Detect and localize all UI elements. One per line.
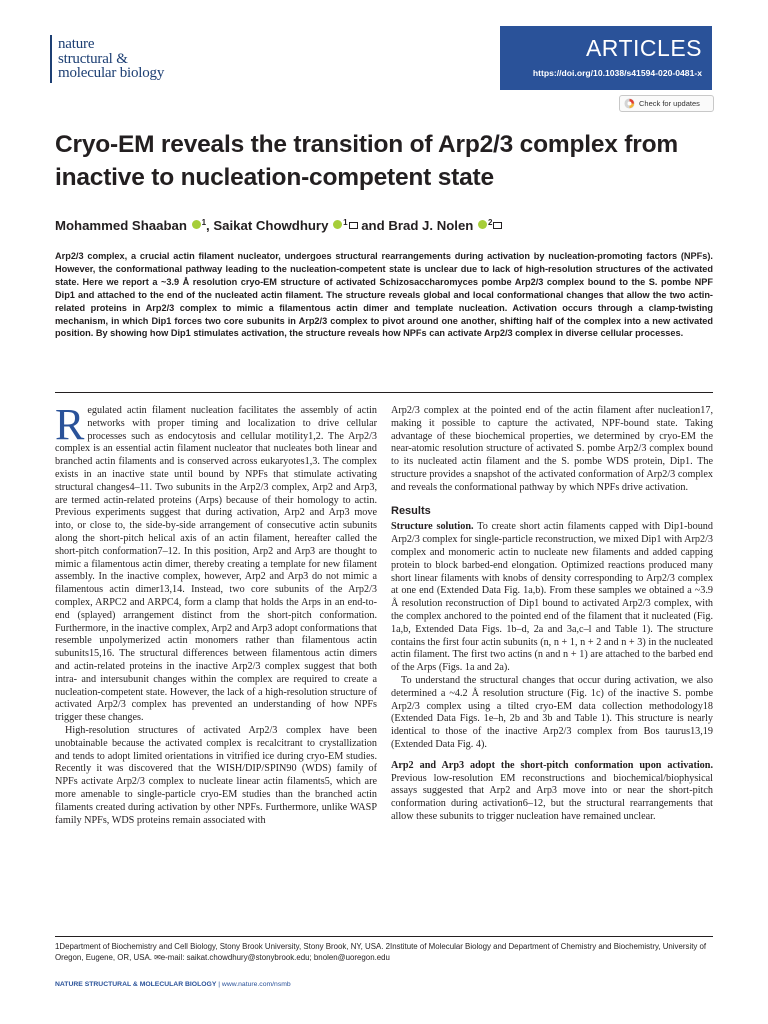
orcid-icon[interactable] (478, 220, 487, 229)
body-paragraph: High-resolution structures of activated Arp2/3 complex have been unobtainable because the activated complex is recalcitrant to crystallization and tends to adopt limited orientations in vitrified ice during cryo-EM studies. Recently it was discovered that the WISH/DIP/SPIN90 (WDS) family of NPFs activate Arp2/3 complex to nucleate linear actin filaments5, which are more amenable to single-particle cryo-EM studies than the branched actin filaments created during activation by other NPFs. Furthermore, unlike WASP family NPFs, WDS proteins remain associated with (55, 724, 377, 826)
author-list: Mohammed Shaaban $^1$, Saikat Chowdhury $^1$ and Brad J. Nolen $^2$ (55, 218, 720, 233)
body-column-right (391, 405, 713, 824)
body-paragraph: To understand the structural changes that occur during activation, we also determined a ~4.2 Å resolution structure (Fig. 1c) of the inactive S. pombe Arp2/3 complex using a tilted cryo-EM data collection methodology18 (Extended Data Figs. 1e–h, 2b and 3b and Table 1). This structure is nearly identical to those of the inactive Arp2/3 complex from Bos taurus13,19 (Extended Data Fig. 4). (391, 674, 713, 750)
check-updates-label: Check for updates (639, 99, 700, 108)
runin-heading: Arp2 and Arp3 adopt the short-pitch conformation upon activation. (391, 759, 713, 771)
journal-logo (58, 37, 218, 81)
email-icon[interactable] (349, 222, 358, 229)
author-conjunction: and (361, 218, 385, 233)
logo-line-3: molecular biology (58, 65, 165, 81)
short-pitch-paragraph (391, 760, 713, 824)
logo-line-2: structural & (58, 50, 128, 67)
footer-site-link[interactable]: www.nature.com/nsmb (221, 981, 291, 988)
author-name[interactable]: Saikat Chowdhury (213, 218, 329, 233)
body-column-left (55, 400, 377, 827)
author-name[interactable]: Brad J. Nolen (388, 218, 474, 233)
affiliations-footnote: 1Department of Biochemistry and Cell Biology, Stony Brook University, Stony Brook, NY, USA. 2Institute of Molecular Biology and Department of Chemistry and Biochemistry, University of Oregon, Eugene, OR, USA. ✉e-mail: saikat.chowdhury@stonybrook.edu; bnolen@uoregon.edu (55, 942, 707, 962)
affiliation-sup: 1 (201, 218, 207, 227)
paragraph-text: To create short actin filaments capped with Dip1-bound Arp2/3 complex for single-particle reconstruction, we mixed Dip1 with Arp2/3 complex and monomeric actin to nucleate new filaments and added capping protein to block barbed-end elongation. Optimized reactions produced many short linear filaments with knobs of density corresponding to Arp2/3 complex at one end (Extended Data Fig. 1a,b). From these samples we obtained a ~3.9 Å resolution reconstruction of Dip1 bound to activated Arp2/3 complex, with the complex anchored to the pointed end of the filament that it nucleated (Fig. 1a,b, Extended Data Figs. 1b–d, 2a and 3a,c–l and Table 1). The structure contains the first four actin subunits (n, n + 1, n + 2 and n + 3) in the nucleated actin filament. The first two actins (n and n + 1) are attached to the barbed end of the Arps (Figs. 1a and 2a). (391, 521, 713, 674)
section-label: ARTICLES (585, 35, 702, 61)
check-for-updates-button[interactable] (619, 95, 714, 112)
results-heading: Results (391, 504, 431, 517)
affiliation-sup: 1 (343, 218, 348, 227)
footer-journal-name: NATURE STRUCTURAL & MOLECULAR BIOLOGY (55, 981, 217, 988)
page-footer (55, 981, 291, 988)
intro-text: egulated actin filament nucleation facilitates the assembly of actin networks with proper timing and localization to drive cellular processes such as endocytosis and cellular motility1,2. The Arp2/3 complex is an essential actin filament nucleator that nucleates both linear and branched actin filaments and is conserved across eukaryotes1,3. The complex exists in an inactive state until bound by NPFs that stimulate activating structural changes4–11. Two subunits in the Arp2/3 complex, Arp2 and Arp3, are termed actin-related proteins (Arps) because of their homology to actin. Previous experiments suggest that during activation, Arp2 and Arp3 move into, or close to, the side-by-side arrangement of consecutive actin subunits along the short-pitch helical axis of an actin filament, hereafter called the short-pitch conformation7–12. In this position, Arp2 and Arp3 are thought to mimic a filamentous actin dimer, thereby creating a template for new filament assembly. In the inactive complex, however, Arp2 and Arp3 do not mimic a filamentous actin dimer13,14. Instead, two core subunits of the Arp2/3 complex, ARPC2 and ARPC4, form a clamp that holds the Arps in an end-to-end (splayed) arrangement distinct from the short-pitch conformation. Furthermore, in the inactive complex, Arp2 and Arp3 adopt conformations that resemble unpolymerized actin monomers rather than filamentous actin subunits15,16. The structural differences between filamentous actin dimers and actin-related proteins in the inactive Arp2/3 complex suggest that both intra- and intersubunit changes within the complex are required to create a nucleation-competent state. However, the lack of a high-resolution structure of activated Arp2/3 complex has prevented an understanding of how NPFs trigger these changes. (55, 405, 377, 724)
abstract-divider (55, 392, 713, 393)
email-icon[interactable] (493, 222, 502, 229)
footnote-divider (55, 936, 713, 937)
logo-rule (50, 35, 52, 83)
structure-solution-paragraph (391, 521, 713, 675)
crossmark-icon (624, 98, 635, 109)
body-paragraph: Arp2/3 complex at the pointed end of the actin filament after nucleation17, making it possible to capture the activated, NPF-bound state. Taking advantage of these biochemical properties, we determined by cryo-EM the near-atomic resolution structure of activated S. pombe Arp2/3 complex bound to its nucleated actin filament and the S. pombe WDS protein, Dip1. The structure provides a snapshot of the activated conformation of Arp2/3 complex and reveals the conformational pathway by which NPFs drive activation. (391, 405, 713, 493)
section-banner (500, 26, 712, 90)
orcid-icon[interactable] (333, 220, 342, 229)
footer-separator: | (216, 981, 222, 988)
paragraph-text: Previous low-resolution EM reconstructions and biochemical/biophysical assays suggested that Arp2 and Arp3 move into or near the short-pitch conformation during activation6–12, but the structural rearrangements that allow these subunits to trigger nucleation have remained unclear. (391, 772, 713, 822)
author-name[interactable]: Mohammed Shaaban (55, 218, 187, 233)
intro-paragraph (55, 400, 377, 725)
drop-cap: R (55, 400, 85, 449)
orcid-icon[interactable] (192, 220, 201, 229)
affiliation-sup: 2 (488, 218, 493, 227)
abstract: Arp2/3 complex, a crucial actin filament nucleator, undergoes structural rearrangements during activation by nucleation-promoting factors (NPFs). However, the conformational pathway leading to the nucleation-competent state is unclear due to lack of high-resolution structures of the activated state. Here we report a ~3.9 Å resolution cryo-EM structure of activated Schizosaccharomyces pombe Arp2/3 complex bound to the S. pombe NPF Dip1 and attached to the end of the nucleated actin filament. The structure reveals global and local conformational changes that allow the two actin-related proteins in Arp2/3 complex to mimic a filamentous actin dimer and template nucleation. Activation occurs through a clamp-twisting mechanism, in which Dip1 forces two core subunits in Arp2/3 complex to pivot around one another, shifting half of the complex into a new activated position. By showing how Dip1 stimulates activation, the structure reveals how NPFs can activate Arp2/3 complex in diverse cellular processes. (55, 251, 713, 339)
doi-link[interactable]: https://doi.org/10.1038/s41594-020-0481-x (532, 68, 702, 78)
runin-heading: Structure solution. (391, 521, 474, 533)
article-title: Cryo-EM reveals the transition of Arp2/3 complex from inactive to nucleation-competent state (55, 131, 678, 191)
logo-line-1: nature (58, 36, 95, 52)
